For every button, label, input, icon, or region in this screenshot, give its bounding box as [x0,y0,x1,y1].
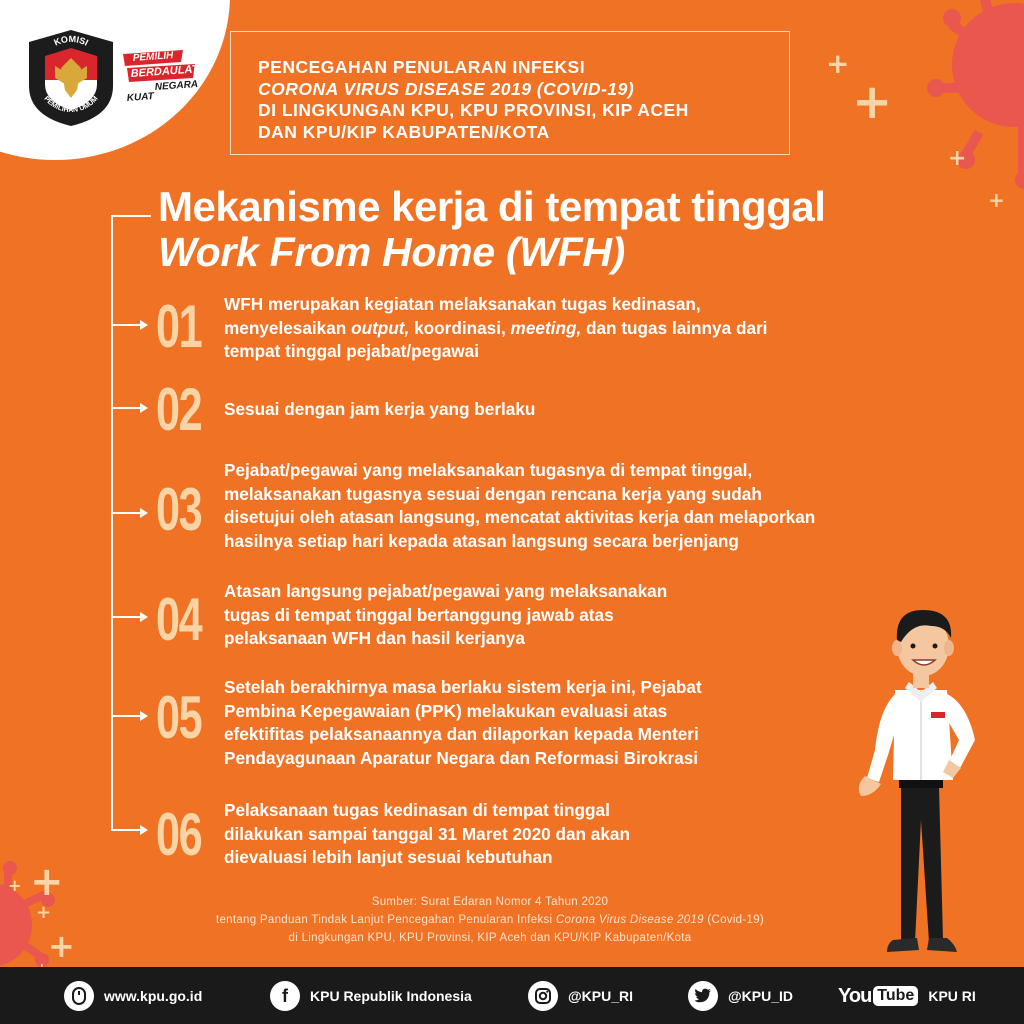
website-label: www.kpu.go.id [104,988,203,1004]
arrow-icon [111,823,149,837]
list-item [224,799,924,870]
plus-decoration-icon: + [30,859,64,905]
item-line: dilakukan sampai tanggal 31 Maret 2020 dan akan [224,823,630,844]
item-line: menyelesaikan output, koordinasi, meeting, dan tugas lainnya dari [224,317,768,338]
plus-decoration-icon: + [852,74,893,130]
bracket-line [111,215,151,217]
youtube-icon [838,985,918,1008]
item-line: hasilnya setiap hari kepada atasan langsung secara berjenjang [224,530,739,551]
source-line: di Lingkungan KPU, KPU Provinsi, KIP Aceh dan KPU/KIP Kabupaten/Kota [288,932,692,944]
footer-facebook[interactable] [270,981,472,1011]
footer-youtube[interactable] [838,981,976,1011]
arrow-icon [111,709,149,723]
main-subtitle: Work From Home (WFH) [158,229,626,275]
item-line: Pelaksanaan tugas kedinasan di tempat tinggal [224,800,610,820]
header-line-4: DAN KPU/KIP KABUPATEN/KOTA [258,121,550,142]
list-item [224,398,924,422]
plus-decoration-icon: + [36,902,52,923]
item-line: tugas di tempat tinggal bertanggung jawab atas [224,604,614,625]
item-line: dievaluasi lebih lanjut sesuai kebutuhan [224,847,553,867]
item-line: Setelah berakhirnya masa berlaku sistem kerja ini, Pejabat [224,677,702,697]
item-line: disetujui oleh atasan langsung, mencatat aktivitas kerja dan melaporkan [224,507,816,527]
item-line: Sesuai dengan jam kerja yang berlaku [224,399,536,419]
item-number: 06 [156,801,202,868]
arrow-icon [111,318,149,332]
youtube-label: KPU RI [928,988,976,1004]
facebook-icon: f [270,981,300,1011]
facebook-label: KPU Republik Indonesia [310,988,472,1004]
twitter-label: @KPU_ID [728,988,793,1004]
plus-decoration-icon: + [826,47,850,80]
kpu-logo [25,28,117,128]
item-number: 04 [156,586,202,653]
item-line: tempat tinggal pejabat/pegawai [224,341,479,361]
arrow-icon [111,610,149,624]
kpu-logo-bottom-text: PEMILIHAN UMUM [42,95,100,115]
logo-negara: NEGARA [154,78,199,93]
list-item [224,676,924,770]
kpu-logo-top-text: KOMISI [52,33,90,48]
item-number: 01 [156,293,202,360]
plus-decoration-icon: + [948,146,967,171]
list-item [224,459,924,553]
list-item [224,580,924,651]
source-line: tentang Panduan Tindak Lanjut Pencegahan Penularan Infeksi Corona Virus Disease 2019 (Covid-19) [215,914,765,926]
footer-twitter[interactable] [688,981,793,1011]
item-number: 02 [156,376,202,443]
header-line-2: CORONA VIRUS DISEASE 2019 (COVID-19) [258,78,635,99]
item-number: 03 [156,476,202,543]
item-line: Pejabat/pegawai yang melaksanakan tugasnya di tempat tinggal, [224,460,753,480]
source-line: Sumber: Surat Edaran Nomor 4 Tahun 2020 [371,896,609,908]
item-line: Pembina Kepegawaian (PPK) melakukan evaluasi atas [224,700,668,721]
item-line: WFH merupakan kegiatan melaksanakan tugas kedinasan, [224,294,701,314]
youtube-logo-tube: Tube [873,986,918,1006]
mouse-icon [64,981,94,1011]
header-line-1: PENCEGAHAN PENULARAN INFEKSI [258,57,586,77]
footer-instagram[interactable] [528,981,633,1011]
arrow-icon [111,506,149,520]
logo-kuat: KUAT [126,91,155,104]
pemilih-berdaulat-logo [121,48,201,104]
header-title [258,57,798,143]
main-title: Mekanisme kerja di tempat tinggal [158,183,826,230]
bracket-line [111,215,113,831]
item-line: Atasan langsung pejabat/pegawai yang melaksanakan [224,581,668,601]
list-item [224,293,924,364]
logo-pemilih: PEMILIH [132,50,174,64]
item-line: efektifitas pelaksanaannya dan dilaporkan kepada Menteri [224,724,699,744]
header-line-3: DI LINGKUNGAN KPU, KPU PROVINSI, KIP ACEH [258,100,689,120]
arrow-icon [111,401,149,415]
twitter-icon [688,981,718,1011]
footer-bar [0,967,1024,1024]
virus-icon [914,0,1024,200]
officer-illustration [843,600,1003,968]
instagram-icon [528,981,558,1011]
plus-decoration-icon: + [8,876,22,895]
footer-website[interactable] [64,981,202,1011]
item-line: pelaksanaan WFH dan hasil kerjanya [224,628,525,648]
item-number: 05 [156,684,202,751]
instagram-label: @KPU_RI [568,988,633,1004]
item-line: melaksanakan tugasnya sesuai dengan rencana kerja yang sudah [224,483,762,504]
source-citation [100,893,880,947]
logo-berdaulat: BERDAULAT [130,63,199,80]
plus-decoration-icon: + [48,927,75,965]
item-line: Pendayagunaan Aparatur Negara dan Reformasi Birokrasi [224,747,699,768]
youtube-logo-you: You [838,984,872,1007]
plus-decoration-icon: + [988,188,1005,212]
